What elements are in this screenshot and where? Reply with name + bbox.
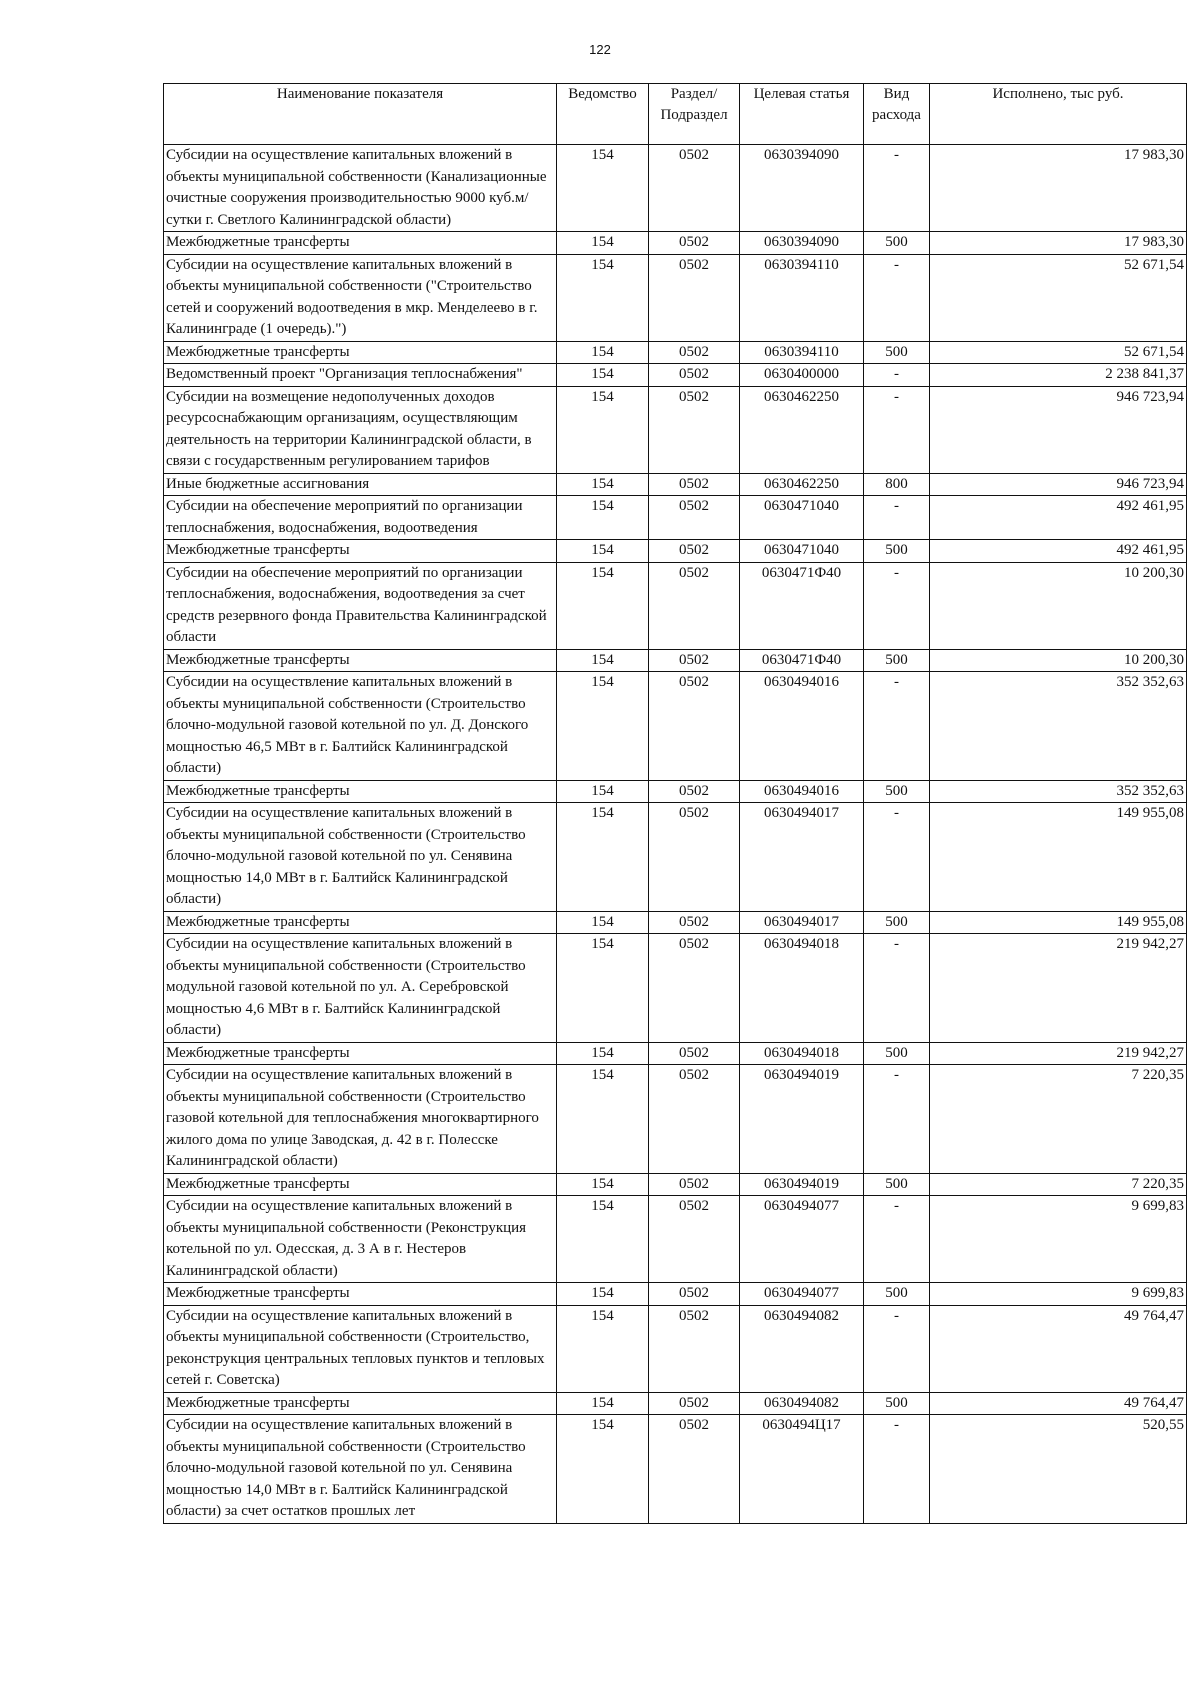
table-row <box>164 540 1187 563</box>
expense-type-cell: - <box>864 145 930 232</box>
amount-cell: 52 671,54 <box>930 254 1187 341</box>
expense-type-cell: - <box>864 562 930 649</box>
amount-cell: 149 955,08 <box>930 803 1187 912</box>
table-row <box>164 562 1187 649</box>
header-section: Раздел/ Подраздел <box>649 84 740 145</box>
header-name: Наименование показателя <box>164 84 557 145</box>
row-name-cell: Субсидии на осуществление капитальных вложений в объекты муниципальной собственности (Реконструкция котельной по ул. Одесская, д. 3 А в г. Нестеров Калининградской области) <box>164 1196 557 1283</box>
row-name-cell: Субсидии на обеспечение мероприятий по организации теплоснабжения, водоснабжения, водоотведения за счет средств резервного фонда Правительства Калининградской области <box>164 562 557 649</box>
row-name-cell: Субсидии на осуществление капитальных вложений в объекты муниципальной собственности (Строительство блочно-модульной газовой котельной по ул. Сенявина мощностью 14,0 МВт в г. Балтийск Калининградской области) <box>164 803 557 912</box>
department-cell: 154 <box>557 254 649 341</box>
table-row <box>164 1305 1187 1392</box>
table-row <box>164 496 1187 540</box>
section-cell: 0502 <box>649 1283 740 1306</box>
table-row <box>164 1065 1187 1174</box>
department-cell: 154 <box>557 473 649 496</box>
expense-type-cell: 500 <box>864 1283 930 1306</box>
target-article-cell: 0630471040 <box>740 540 864 563</box>
department-cell: 154 <box>557 780 649 803</box>
target-article-cell: 0630494016 <box>740 672 864 781</box>
target-article-cell: 0630400000 <box>740 364 864 387</box>
amount-cell: 10 200,30 <box>930 562 1187 649</box>
target-article-cell: 0630471Ф40 <box>740 562 864 649</box>
amount-cell: 49 764,47 <box>930 1392 1187 1415</box>
table-row <box>164 473 1187 496</box>
row-name-cell: Ведомственный проект "Организация теплоснабжения" <box>164 364 557 387</box>
expense-type-cell: - <box>864 364 930 387</box>
department-cell: 154 <box>557 672 649 781</box>
amount-cell: 49 764,47 <box>930 1305 1187 1392</box>
target-article-cell: 0630494018 <box>740 934 864 1043</box>
department-cell: 154 <box>557 803 649 912</box>
section-cell: 0502 <box>649 562 740 649</box>
department-cell: 154 <box>557 1196 649 1283</box>
expense-type-cell: 500 <box>864 1042 930 1065</box>
section-cell: 0502 <box>649 780 740 803</box>
expense-type-cell: 500 <box>864 1392 930 1415</box>
section-cell: 0502 <box>649 473 740 496</box>
expense-type-cell: 800 <box>864 473 930 496</box>
table-row <box>164 672 1187 781</box>
row-name-cell: Субсидии на осуществление капитальных вложений в объекты муниципальной собственности (Строительство блочно-модульной газовой котельной по ул. Д. Донского мощностью 46,5 МВт в г. Балтийск Калининградской области) <box>164 672 557 781</box>
department-cell: 154 <box>557 562 649 649</box>
section-cell: 0502 <box>649 364 740 387</box>
row-name-cell: Субсидии на осуществление капитальных вложений в объекты муниципальной собственности ("Строительство сетей и сооружений водоотведения в мкр. Менделеево в г. Калининграде (1 очередь).") <box>164 254 557 341</box>
section-cell: 0502 <box>649 1305 740 1392</box>
table-row <box>164 1283 1187 1306</box>
section-cell: 0502 <box>649 540 740 563</box>
amount-cell: 9 699,83 <box>930 1196 1187 1283</box>
target-article-cell: 0630494077 <box>740 1283 864 1306</box>
row-name-cell: Субсидии на осуществление капитальных вложений в объекты муниципальной собственности (Строительство газовой котельной для теплоснабжения многоквартирного жилого дома по улице Заводская, д. 42 в г. Полесске Калининградской области) <box>164 1065 557 1174</box>
target-article-cell: 0630494082 <box>740 1392 864 1415</box>
department-cell: 154 <box>557 649 649 672</box>
target-article-cell: 0630462250 <box>740 386 864 473</box>
section-cell: 0502 <box>649 803 740 912</box>
section-cell: 0502 <box>649 1196 740 1283</box>
department-cell: 154 <box>557 540 649 563</box>
target-article-cell: 0630471Ф40 <box>740 649 864 672</box>
target-article-cell: 0630394090 <box>740 232 864 255</box>
row-name-cell: Межбюджетные трансферты <box>164 1173 557 1196</box>
target-article-cell: 0630494Ц17 <box>740 1415 864 1524</box>
section-cell: 0502 <box>649 386 740 473</box>
target-article-cell: 0630494019 <box>740 1173 864 1196</box>
header-row <box>164 84 1187 145</box>
department-cell: 154 <box>557 1305 649 1392</box>
header-expense-type: Вид расхода <box>864 84 930 145</box>
table-row <box>164 1042 1187 1065</box>
table-row <box>164 934 1187 1043</box>
target-article-cell: 0630394110 <box>740 341 864 364</box>
table-row <box>164 386 1187 473</box>
amount-cell: 149 955,08 <box>930 911 1187 934</box>
row-name-cell: Субсидии на осуществление капитальных вложений в объекты муниципальной собственности (Строительство, реконструкция центральных тепловых пунктов и тепловых сетей г. Советска) <box>164 1305 557 1392</box>
expense-type-cell: 500 <box>864 232 930 255</box>
expense-type-cell: 500 <box>864 341 930 364</box>
expense-type-cell: - <box>864 1305 930 1392</box>
row-name-cell: Субсидии на возмещение недополученных доходов ресурсоснабжающим организациям, осуществляющим деятельность на территории Калининградской области, в связи с государственным регулированием тарифов <box>164 386 557 473</box>
target-article-cell: 0630494016 <box>740 780 864 803</box>
row-name-cell: Межбюджетные трансферты <box>164 540 557 563</box>
department-cell: 154 <box>557 232 649 255</box>
row-name-cell: Иные бюджетные ассигнования <box>164 473 557 496</box>
table-header <box>164 84 1187 145</box>
row-name-cell: Межбюджетные трансферты <box>164 1042 557 1065</box>
department-cell: 154 <box>557 496 649 540</box>
target-article-cell: 0630462250 <box>740 473 864 496</box>
table-row <box>164 341 1187 364</box>
section-cell: 0502 <box>649 672 740 781</box>
section-cell: 0502 <box>649 254 740 341</box>
amount-cell: 2 238 841,37 <box>930 364 1187 387</box>
department-cell: 154 <box>557 1283 649 1306</box>
expense-type-cell: 500 <box>864 1173 930 1196</box>
section-cell: 0502 <box>649 1392 740 1415</box>
expense-type-cell: - <box>864 1065 930 1174</box>
table-row <box>164 911 1187 934</box>
table-row <box>164 232 1187 255</box>
amount-cell: 520,55 <box>930 1415 1187 1524</box>
row-name-cell: Субсидии на обеспечение мероприятий по организации теплоснабжения, водоснабжения, водоотведения <box>164 496 557 540</box>
amount-cell: 219 942,27 <box>930 1042 1187 1065</box>
expense-type-cell: - <box>864 496 930 540</box>
section-cell: 0502 <box>649 1065 740 1174</box>
department-cell: 154 <box>557 386 649 473</box>
department-cell: 154 <box>557 364 649 387</box>
expense-type-cell: - <box>864 1415 930 1524</box>
header-executed-amount: Исполнено, тыс руб. <box>930 84 1187 145</box>
amount-cell: 946 723,94 <box>930 473 1187 496</box>
section-cell: 0502 <box>649 145 740 232</box>
amount-cell: 492 461,95 <box>930 540 1187 563</box>
expense-type-cell: - <box>864 386 930 473</box>
table-row <box>164 1196 1187 1283</box>
expense-type-cell: - <box>864 934 930 1043</box>
target-article-cell: 0630494019 <box>740 1065 864 1174</box>
table-row <box>164 780 1187 803</box>
department-cell: 154 <box>557 341 649 364</box>
amount-cell: 492 461,95 <box>930 496 1187 540</box>
table-row <box>164 1415 1187 1524</box>
expense-type-cell: - <box>864 672 930 781</box>
target-article-cell: 0630494017 <box>740 803 864 912</box>
section-cell: 0502 <box>649 649 740 672</box>
amount-cell: 10 200,30 <box>930 649 1187 672</box>
amount-cell: 7 220,35 <box>930 1173 1187 1196</box>
table-row <box>164 649 1187 672</box>
department-cell: 154 <box>557 1042 649 1065</box>
section-cell: 0502 <box>649 232 740 255</box>
department-cell: 154 <box>557 1392 649 1415</box>
section-cell: 0502 <box>649 496 740 540</box>
table-row <box>164 1173 1187 1196</box>
section-cell: 0502 <box>649 341 740 364</box>
target-article-cell: 0630494082 <box>740 1305 864 1392</box>
amount-cell: 7 220,35 <box>930 1065 1187 1174</box>
row-name-cell: Субсидии на осуществление капитальных вложений в объекты муниципальной собственности (Строительство блочно-модульной газовой котельной по ул. Сенявина мощностью 14,0 МВт в г. Балтийск Калининградской области) за счет остатков прошлых лет <box>164 1415 557 1524</box>
row-name-cell: Межбюджетные трансферты <box>164 341 557 364</box>
amount-cell: 17 983,30 <box>930 232 1187 255</box>
section-cell: 0502 <box>649 934 740 1043</box>
amount-cell: 9 699,83 <box>930 1283 1187 1306</box>
amount-cell: 946 723,94 <box>930 386 1187 473</box>
page-number: 122 <box>589 42 611 57</box>
amount-cell: 17 983,30 <box>930 145 1187 232</box>
target-article-cell: 0630394090 <box>740 145 864 232</box>
target-article-cell: 0630394110 <box>740 254 864 341</box>
amount-cell: 352 352,63 <box>930 672 1187 781</box>
budget-table <box>163 83 1187 1524</box>
table-body <box>164 145 1187 1524</box>
expense-type-cell: - <box>864 254 930 341</box>
row-name-cell: Субсидии на осуществление капитальных вложений в объекты муниципальной собственности (Канализационные очистные сооружения производительностью 9000 куб.м/сутки г. Светлого Калининградской области) <box>164 145 557 232</box>
amount-cell: 219 942,27 <box>930 934 1187 1043</box>
amount-cell: 352 352,63 <box>930 780 1187 803</box>
row-name-cell: Межбюджетные трансферты <box>164 1283 557 1306</box>
section-cell: 0502 <box>649 1042 740 1065</box>
expense-type-cell: 500 <box>864 780 930 803</box>
table-row <box>164 254 1187 341</box>
department-cell: 154 <box>557 1065 649 1174</box>
table-row <box>164 364 1187 387</box>
expense-type-cell: 500 <box>864 649 930 672</box>
amount-cell: 52 671,54 <box>930 341 1187 364</box>
expense-type-cell: 500 <box>864 911 930 934</box>
target-article-cell: 0630494017 <box>740 911 864 934</box>
department-cell: 154 <box>557 911 649 934</box>
target-article-cell: 0630471040 <box>740 496 864 540</box>
department-cell: 154 <box>557 934 649 1043</box>
row-name-cell: Межбюджетные трансферты <box>164 911 557 934</box>
header-target-article: Целевая статья <box>740 84 864 145</box>
table-row <box>164 1392 1187 1415</box>
table-row <box>164 803 1187 912</box>
expense-type-cell: - <box>864 1196 930 1283</box>
row-name-cell: Межбюджетные трансферты <box>164 649 557 672</box>
expense-type-cell: 500 <box>864 540 930 563</box>
department-cell: 154 <box>557 1415 649 1524</box>
department-cell: 154 <box>557 1173 649 1196</box>
row-name-cell: Межбюджетные трансферты <box>164 232 557 255</box>
row-name-cell: Межбюджетные трансферты <box>164 1392 557 1415</box>
header-department: Ведомство <box>557 84 649 145</box>
section-cell: 0502 <box>649 1173 740 1196</box>
target-article-cell: 0630494077 <box>740 1196 864 1283</box>
department-cell: 154 <box>557 145 649 232</box>
section-cell: 0502 <box>649 1415 740 1524</box>
row-name-cell: Субсидии на осуществление капитальных вложений в объекты муниципальной собственности (Строительство модульной газовой котельной по ул. А. Серебровской мощностью 4,6 МВт в г. Балтийск Калининградской области) <box>164 934 557 1043</box>
row-name-cell: Межбюджетные трансферты <box>164 780 557 803</box>
target-article-cell: 0630494018 <box>740 1042 864 1065</box>
expense-type-cell: - <box>864 803 930 912</box>
table-row <box>164 145 1187 232</box>
section-cell: 0502 <box>649 911 740 934</box>
